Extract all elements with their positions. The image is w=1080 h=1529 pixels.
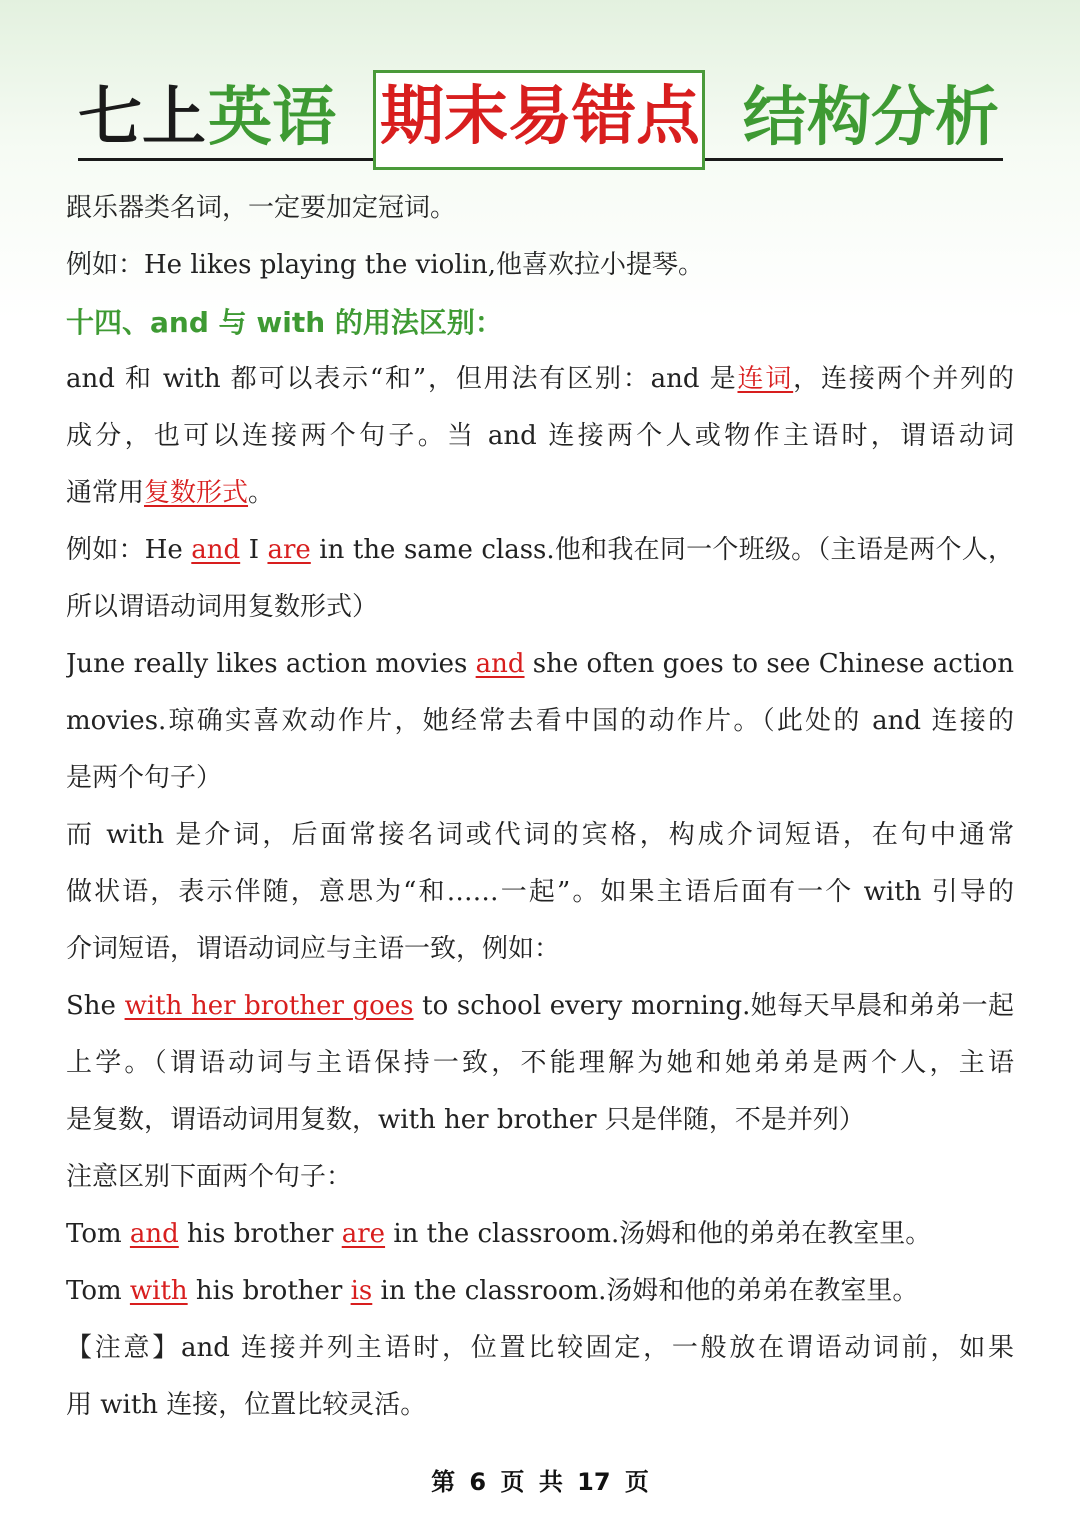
text-line (66, 1263, 1014, 1320)
text-line (66, 408, 1014, 465)
text-segment: in the classroom.汤姆和他的弟弟在教室里。 (372, 1276, 919, 1306)
text-segment: 用 with 连接，位置比较灵活。 (66, 1390, 427, 1420)
text-line (66, 522, 1014, 579)
text-line (66, 693, 1014, 750)
text-line (66, 1035, 1014, 1092)
text-segment: 【注意】and 连接并列主语时，位置比较固定，一般放在谓语动词前，如果 (66, 1333, 1014, 1363)
header-title-highlight: 期末易错点 (380, 80, 700, 154)
text-segment: 通常用 (66, 478, 145, 508)
text-segment: his brother (178, 1219, 342, 1249)
highlighted-term: and (129, 1219, 179, 1249)
highlighted-term: 连词 (737, 364, 794, 394)
text-segment: she often goes to see Chinese action (524, 649, 1014, 679)
text-line (66, 579, 1014, 636)
text-segment: I (240, 535, 268, 565)
highlighted-term: are (341, 1219, 386, 1249)
text-line (66, 978, 1014, 1035)
text-line (66, 1149, 1014, 1206)
text-segment: movies.琼确实喜欢动作片，她经常去看中国的动作片。（此处的 and 连接的 (66, 706, 1014, 736)
document-body (66, 180, 1014, 1434)
text-segment: 是两个句子） (66, 763, 223, 793)
header-title-subject: 英语 (208, 81, 336, 155)
header-title-grade: 七上 (78, 81, 206, 155)
text-segment: Tom (66, 1276, 130, 1306)
text-segment: 例如：He likes playing the violin,他喜欢拉小提琴。 (66, 250, 704, 280)
text-line (66, 465, 1014, 522)
text-segment: 注意区别下面两个句子： (66, 1162, 353, 1192)
highlighted-term: and (191, 535, 241, 565)
highlighted-term: is (350, 1276, 373, 1306)
text-segment: ，连接两个并列的 (793, 364, 1014, 394)
text-line (66, 807, 1014, 864)
text-line (66, 636, 1014, 693)
text-segment: 而 with 是介词，后面常接名词或代词的宾格，构成介词短语，在句中通常 (66, 820, 1014, 850)
text-line (66, 351, 1014, 408)
text-line (66, 1377, 1014, 1434)
text-segment: 。 (248, 478, 275, 508)
text-line (66, 1092, 1014, 1149)
text-segment: 介词短语，谓语动词应与主语一致，例如： (66, 934, 561, 964)
highlighted-term: are (267, 535, 311, 565)
section-heading (66, 294, 1014, 351)
text-line (66, 1320, 1014, 1377)
header-highlight-box (373, 70, 705, 170)
text-segment: 例如：He (66, 535, 192, 565)
text-line (66, 864, 1014, 921)
text-segment: 十四、and 与 with 的用法区别： (66, 306, 503, 339)
text-segment: his brother (187, 1276, 351, 1306)
text-segment: in the same class.他和我在同一个班级。（主语是两个人， (310, 535, 1014, 565)
highlighted-term: with her brother goes (124, 991, 414, 1021)
text-segment: in the classroom.汤姆和他的弟弟在教室里。 (385, 1219, 932, 1249)
highlighted-term: and (475, 649, 525, 679)
header-title-analysis: 结构分析 (743, 81, 999, 155)
text-line (66, 750, 1014, 807)
text-segment: and 和 with 都可以表示“和”，但用法有区别：and 是 (66, 364, 738, 394)
text-segment: 成分，也可以连接两个句子。当 and 连接两个人或物作主语时，谓语动词 (66, 421, 1014, 451)
text-segment: June really likes action movies (66, 649, 476, 679)
text-line (66, 237, 1014, 294)
text-segment: 所以谓语动词用复数形式） (66, 592, 379, 622)
text-line (66, 180, 1014, 237)
text-segment: 是复数，谓语动词用复数，with her brother 只是伴随，不是并列） (66, 1105, 865, 1135)
text-segment: 跟乐器类名词，一定要加定冠词。 (66, 193, 457, 223)
text-segment: 上学。（谓语动词与主语保持一致，不能理解为她和她弟弟是两个人，主语 (66, 1048, 1014, 1078)
page-number: 第 6 页 共 17 页 (431, 1468, 649, 1496)
text-segment: 做状语，表示伴随，意思为“和……一起”。如果主语后面有一个 with 引导的 (66, 877, 1014, 907)
text-line (66, 1206, 1014, 1263)
text-segment: Tom (66, 1219, 130, 1249)
text-segment: She (66, 991, 125, 1021)
text-segment: to school every morning.她每天早晨和弟弟一起 (413, 991, 1014, 1021)
highlighted-term: 复数形式 (144, 478, 249, 508)
text-line (66, 921, 1014, 978)
highlighted-term: with (129, 1276, 188, 1306)
page-header (78, 72, 1003, 161)
